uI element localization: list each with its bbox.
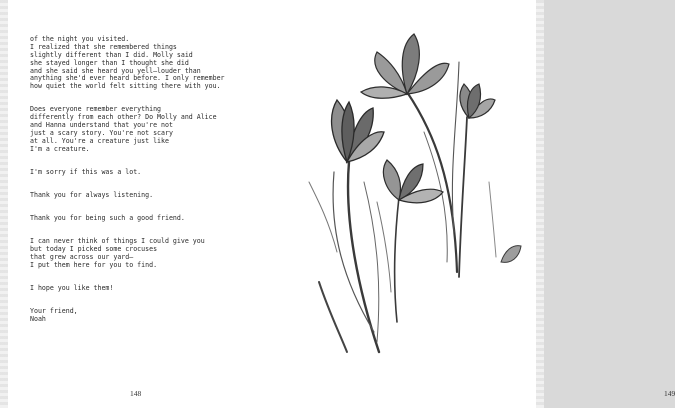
- letter-paragraph: Does everyone remember everything differently from each other? Do Molly and Alice and Hanna understand that you're not just a scary story. You're not scary at all. You're a creature just like I'm a creature.: [30, 105, 217, 153]
- crocus-flower: [332, 100, 384, 162]
- flower-stem: [348, 162, 379, 352]
- torn-edge-right: [536, 0, 544, 408]
- crocus-flower: [361, 34, 449, 98]
- letter-signoff: Your friend, Noah: [30, 306, 78, 323]
- leaf: [319, 282, 347, 352]
- flower-stem: [459, 117, 467, 277]
- flower-bud: [501, 246, 521, 263]
- leaf: [452, 62, 459, 232]
- page-number-right: 149: [664, 389, 675, 398]
- left-page: [0, 0, 273, 408]
- letter-paragraph: I hope you like them!: [30, 283, 114, 292]
- torn-edge-left: [0, 0, 8, 408]
- flower-stem: [395, 197, 399, 322]
- letter-text: [30, 28, 255, 339]
- letter-paragraph: Thank you for being such a good friend.: [30, 213, 185, 222]
- letter-paragraph: I'm sorry if this was a lot.: [30, 167, 142, 176]
- crocus-illustration: [289, 22, 529, 382]
- page-number-left: 148: [130, 389, 142, 398]
- crocus-flower: [383, 160, 443, 203]
- crocus-flower: [460, 84, 495, 118]
- letter-paragraph: I can never think of things I could give you but today I picked some crocuses that grew across our yard— I put them here for you to find.: [30, 236, 205, 269]
- leaf: [489, 182, 496, 257]
- letter-paragraph: Thank you for always listening.: [30, 190, 154, 199]
- leaf: [377, 202, 391, 292]
- letter-paragraph: of the night you visited. I realized that she remembered things slightly different than I did. Molly said she stayed longer than I thought she did and she said she heard you yell—louder than anything she'd ever heard before. I only remember how quiet the world felt sitting there with you.: [30, 34, 225, 91]
